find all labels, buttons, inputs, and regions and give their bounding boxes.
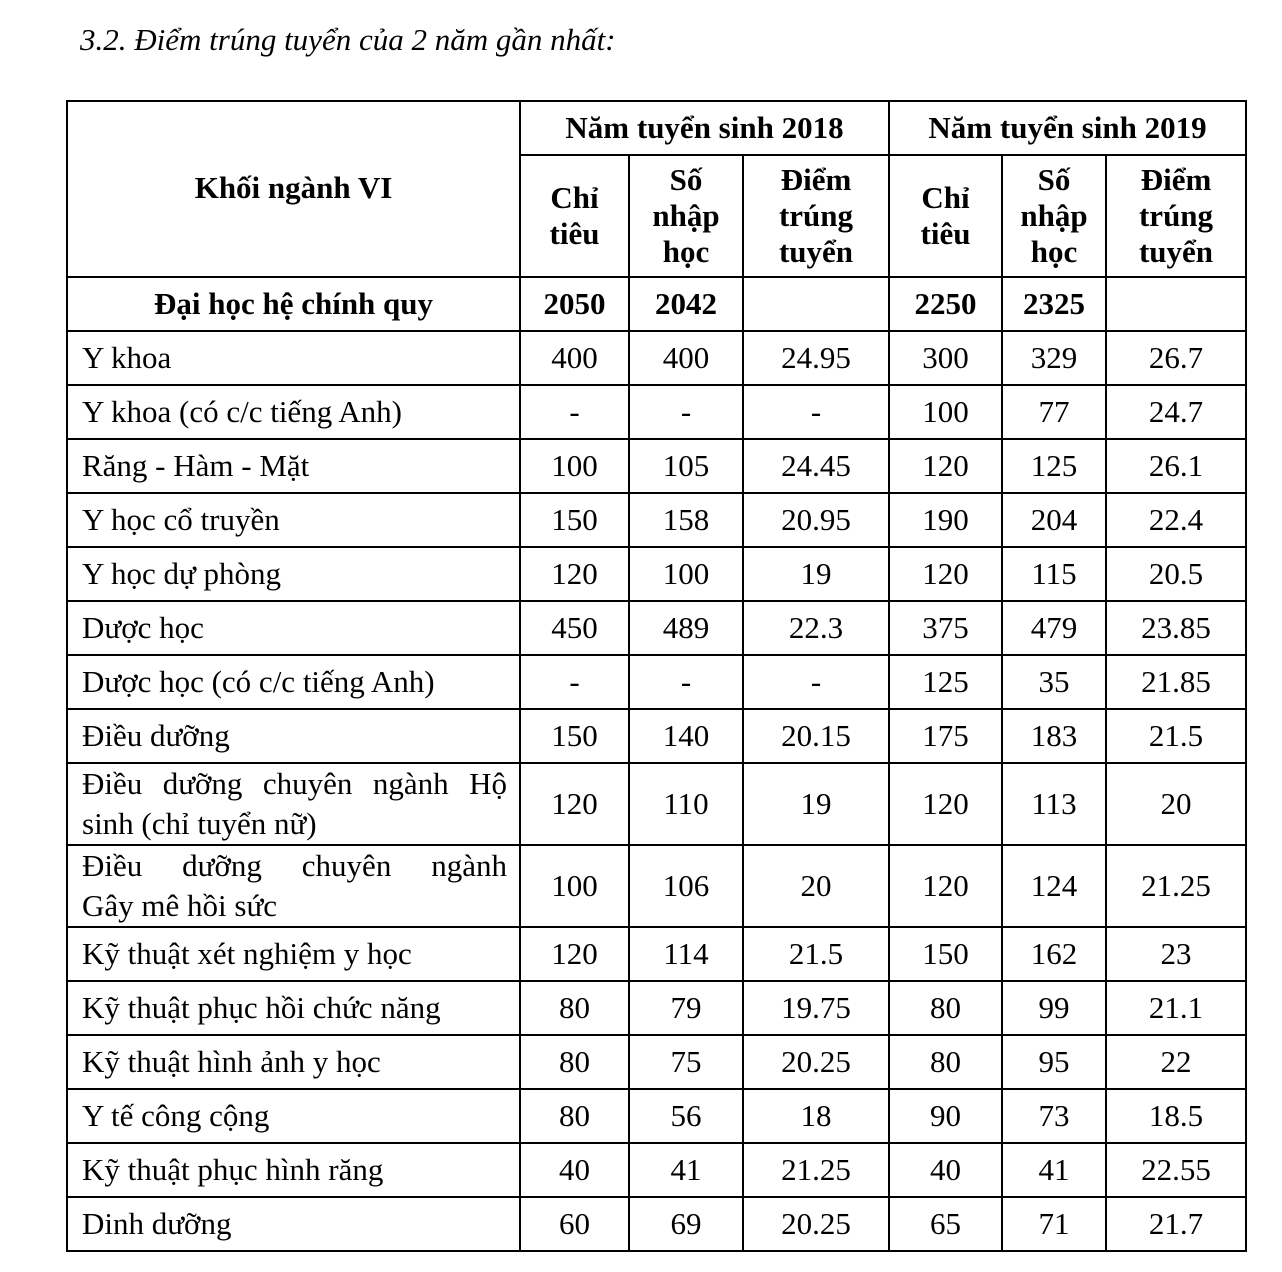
major-name: Y tế công cộng <box>67 1089 520 1143</box>
table-row <box>67 385 1246 439</box>
cell-score-2018: - <box>743 655 889 709</box>
table-row <box>67 1089 1246 1143</box>
cell-quota-2019: 80 <box>889 981 1002 1035</box>
table-row <box>67 331 1246 385</box>
cell-enrolled-2019: 35 <box>1002 655 1106 709</box>
cell-enrolled-2019: 77 <box>1002 385 1106 439</box>
cell-score-2019: 20.5 <box>1106 547 1246 601</box>
table-row <box>67 981 1246 1035</box>
cell-quota-2019: 80 <box>889 1035 1002 1089</box>
major-name: Y học cổ truyền <box>67 493 520 547</box>
cell-enrolled-2018: - <box>629 655 743 709</box>
cell-enrolled-2018: 105 <box>629 439 743 493</box>
cell-quota-2018: 80 <box>520 1035 629 1089</box>
cell-enrolled-2018: 110 <box>629 763 743 845</box>
cell-score-2018: 19.75 <box>743 981 889 1035</box>
cell-enrolled-2019: 183 <box>1002 709 1106 763</box>
major-name: Y khoa (có c/c tiếng Anh) <box>67 385 520 439</box>
table-row <box>67 493 1246 547</box>
cell-score-2019: 23.85 <box>1106 601 1246 655</box>
table-row <box>67 1143 1246 1197</box>
cell-score-2018: 20.25 <box>743 1197 889 1251</box>
year-2018-header: Năm tuyển sinh 2018 <box>520 101 889 155</box>
cell-enrolled-2019: 41 <box>1002 1143 1106 1197</box>
admission-scores-table <box>66 100 1247 1252</box>
cell-score-2018: - <box>743 385 889 439</box>
cell-enrolled-2018: 158 <box>629 493 743 547</box>
cell-score-2019: 22.4 <box>1106 493 1246 547</box>
cell-score-2019: 21.1 <box>1106 981 1246 1035</box>
total-quota-2018: 2050 <box>520 277 629 331</box>
cell-quota-2019: 300 <box>889 331 1002 385</box>
major-name: Dinh dưỡng <box>67 1197 520 1251</box>
total-quota-2019: 2250 <box>889 277 1002 331</box>
total-enrolled-2019: 2325 <box>1002 277 1106 331</box>
major-name: Răng - Hàm - Mặt <box>67 439 520 493</box>
col-header-quota-2019: Chỉ tiêu <box>889 155 1002 277</box>
cell-score-2019: 22 <box>1106 1035 1246 1089</box>
year-header-row <box>67 101 1246 155</box>
cell-score-2018: 24.45 <box>743 439 889 493</box>
total-score-2018 <box>743 277 889 331</box>
cell-quota-2018: - <box>520 655 629 709</box>
total-row <box>67 277 1246 331</box>
cell-enrolled-2019: 329 <box>1002 331 1106 385</box>
group-header-cell: Khối ngành VI <box>67 101 520 277</box>
cell-quota-2018: 60 <box>520 1197 629 1251</box>
table-row <box>67 1197 1246 1251</box>
cell-score-2018: 20 <box>743 845 889 927</box>
cell-score-2018: 22.3 <box>743 601 889 655</box>
major-name: Kỹ thuật phục hình răng <box>67 1143 520 1197</box>
cell-quota-2018: 100 <box>520 845 629 927</box>
major-name: Điều dưỡng chuyên ngành Hộ sinh (chỉ tuyển nữ) <box>67 763 520 845</box>
cell-quota-2018: 120 <box>520 763 629 845</box>
cell-quota-2019: 175 <box>889 709 1002 763</box>
cell-enrolled-2019: 115 <box>1002 547 1106 601</box>
cell-score-2018: 21.5 <box>743 927 889 981</box>
major-name: Dược học (có c/c tiếng Anh) <box>67 655 520 709</box>
cell-enrolled-2019: 479 <box>1002 601 1106 655</box>
table-row <box>67 927 1246 981</box>
cell-score-2019: 22.55 <box>1106 1143 1246 1197</box>
major-name: Điều dưỡng chuyên ngành Gây mê hồi sức <box>67 845 520 927</box>
cell-quota-2019: 90 <box>889 1089 1002 1143</box>
major-name: Kỹ thuật phục hồi chức năng <box>67 981 520 1035</box>
cell-score-2018: 20.95 <box>743 493 889 547</box>
cell-quota-2018: 450 <box>520 601 629 655</box>
major-name: Y khoa <box>67 331 520 385</box>
cell-score-2018: 20.25 <box>743 1035 889 1089</box>
cell-enrolled-2018: 100 <box>629 547 743 601</box>
cell-score-2019: 26.7 <box>1106 331 1246 385</box>
col-header-enrolled-2019: Số nhập học <box>1002 155 1106 277</box>
section-heading: 3.2. Điểm trúng tuyển của 2 năm gần nhất: <box>80 22 616 57</box>
cell-enrolled-2018: 75 <box>629 1035 743 1089</box>
major-name: Dược học <box>67 601 520 655</box>
cell-score-2018: 24.95 <box>743 331 889 385</box>
year-2019-header: Năm tuyển sinh 2019 <box>889 101 1246 155</box>
cell-score-2018: 18 <box>743 1089 889 1143</box>
cell-score-2019: 26.1 <box>1106 439 1246 493</box>
cell-enrolled-2018: 140 <box>629 709 743 763</box>
table-row <box>67 601 1246 655</box>
cell-quota-2018: 120 <box>520 927 629 981</box>
col-header-quota-2018: Chỉ tiêu <box>520 155 629 277</box>
cell-enrolled-2018: 106 <box>629 845 743 927</box>
cell-quota-2018: 150 <box>520 709 629 763</box>
cell-enrolled-2018: 69 <box>629 1197 743 1251</box>
cell-score-2019: 21.25 <box>1106 845 1246 927</box>
cell-quota-2019: 120 <box>889 845 1002 927</box>
cell-score-2019: 21.7 <box>1106 1197 1246 1251</box>
total-row-label: Đại học hệ chính quy <box>67 277 520 331</box>
cell-score-2018: 19 <box>743 547 889 601</box>
cell-enrolled-2019: 99 <box>1002 981 1106 1035</box>
cell-quota-2019: 190 <box>889 493 1002 547</box>
cell-enrolled-2018: - <box>629 385 743 439</box>
cell-quota-2019: 125 <box>889 655 1002 709</box>
table-row <box>67 547 1246 601</box>
major-name: Điều dưỡng <box>67 709 520 763</box>
cell-enrolled-2018: 400 <box>629 331 743 385</box>
cell-score-2019: 23 <box>1106 927 1246 981</box>
cell-quota-2018: 100 <box>520 439 629 493</box>
cell-enrolled-2019: 113 <box>1002 763 1106 845</box>
cell-quota-2018: 150 <box>520 493 629 547</box>
cell-score-2019: 21.85 <box>1106 655 1246 709</box>
cell-enrolled-2019: 95 <box>1002 1035 1106 1089</box>
table-row <box>67 439 1246 493</box>
cell-enrolled-2018: 41 <box>629 1143 743 1197</box>
cell-quota-2019: 100 <box>889 385 1002 439</box>
table-row <box>67 709 1246 763</box>
cell-enrolled-2018: 56 <box>629 1089 743 1143</box>
cell-score-2019: 21.5 <box>1106 709 1246 763</box>
cell-score-2019: 24.7 <box>1106 385 1246 439</box>
cell-quota-2019: 40 <box>889 1143 1002 1197</box>
cell-enrolled-2019: 125 <box>1002 439 1106 493</box>
cell-quota-2019: 120 <box>889 439 1002 493</box>
cell-quota-2018: 80 <box>520 1089 629 1143</box>
total-enrolled-2018: 2042 <box>629 277 743 331</box>
cell-quota-2018: 40 <box>520 1143 629 1197</box>
cell-quota-2018: 400 <box>520 331 629 385</box>
cell-score-2019: 20 <box>1106 763 1246 845</box>
cell-quota-2018: 80 <box>520 981 629 1035</box>
cell-quota-2019: 375 <box>889 601 1002 655</box>
major-name: Kỹ thuật hình ảnh y học <box>67 1035 520 1089</box>
cell-quota-2018: - <box>520 385 629 439</box>
cell-quota-2019: 120 <box>889 763 1002 845</box>
cell-quota-2018: 120 <box>520 547 629 601</box>
major-name: Kỹ thuật xét nghiệm y học <box>67 927 520 981</box>
table-row <box>67 845 1246 927</box>
cell-enrolled-2019: 162 <box>1002 927 1106 981</box>
cell-enrolled-2018: 79 <box>629 981 743 1035</box>
cell-enrolled-2019: 73 <box>1002 1089 1106 1143</box>
cell-score-2018: 19 <box>743 763 889 845</box>
cell-score-2018: 21.25 <box>743 1143 889 1197</box>
table-row <box>67 1035 1246 1089</box>
cell-quota-2019: 65 <box>889 1197 1002 1251</box>
major-name: Y học dự phòng <box>67 547 520 601</box>
cell-quota-2019: 150 <box>889 927 1002 981</box>
total-score-2019 <box>1106 277 1246 331</box>
cell-score-2019: 18.5 <box>1106 1089 1246 1143</box>
cell-enrolled-2018: 114 <box>629 927 743 981</box>
col-header-score-2019: Điểm trúng tuyển <box>1106 155 1246 277</box>
cell-enrolled-2018: 489 <box>629 601 743 655</box>
cell-enrolled-2019: 204 <box>1002 493 1106 547</box>
table-row <box>67 655 1246 709</box>
table-row <box>67 763 1246 845</box>
cell-quota-2019: 120 <box>889 547 1002 601</box>
cell-score-2018: 20.15 <box>743 709 889 763</box>
col-header-score-2018: Điểm trúng tuyển <box>743 155 889 277</box>
col-header-enrolled-2018: Số nhập học <box>629 155 743 277</box>
cell-enrolled-2019: 124 <box>1002 845 1106 927</box>
cell-enrolled-2019: 71 <box>1002 1197 1106 1251</box>
